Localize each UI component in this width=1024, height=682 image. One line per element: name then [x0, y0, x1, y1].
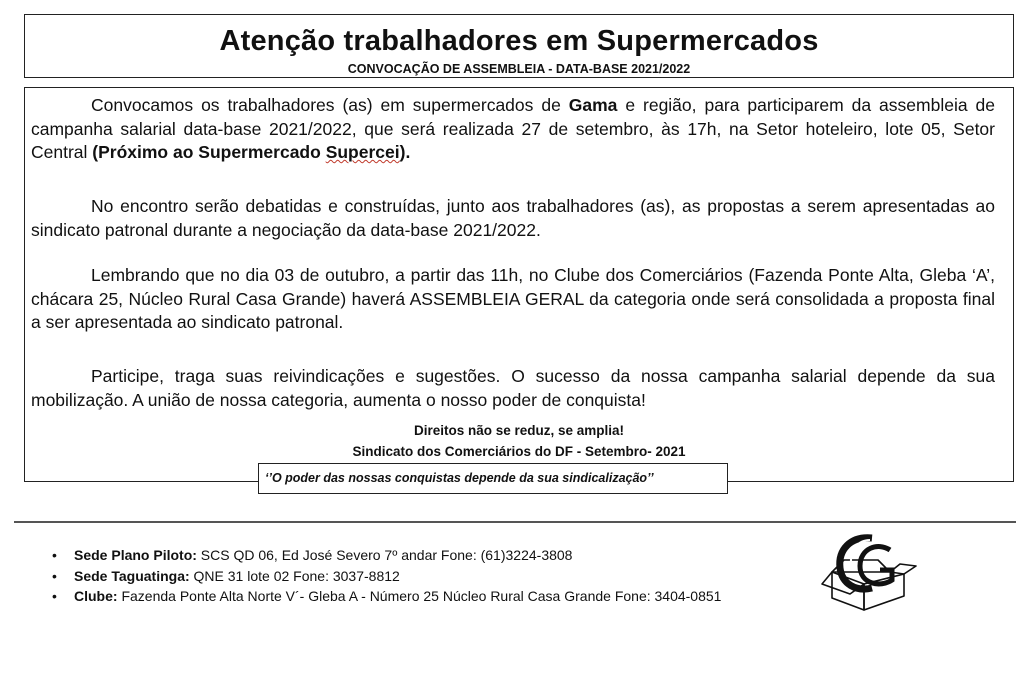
contact-value: QNE 31 lote 02 Fone: 3037-8812 — [189, 567, 400, 584]
p1-text-a: Convocamos os trabalhadores (as) em supermercados de — [91, 95, 569, 115]
contact-item-clube — [52, 586, 721, 607]
paragraph-4: Participe, traga suas reivindicações e sugestões. O sucesso da nossa campanha salarial depende da sua mobilização. A união de nossa categoria, aumenta o nosso poder de conquista! — [31, 366, 995, 410]
bullet-icon: • — [52, 547, 57, 563]
p1-bold-supercei: Supercei — [325, 142, 400, 162]
announcement-box — [24, 87, 1014, 482]
contact-label: Clube: — [74, 588, 118, 604]
page-title: Atenção trabalhadores em Supermercados — [219, 25, 819, 57]
contact-item-taguatinga — [52, 566, 721, 587]
contact-item-plano-piloto — [52, 545, 721, 566]
p1-bold-b: ). — [399, 142, 411, 162]
union-logo-icon — [820, 530, 920, 616]
header-box — [24, 14, 1014, 78]
p1-bold-a: (Próximo ao Supermercado — [92, 142, 326, 162]
p1-text-b: e região, para participarem da assembleia de campanha salarial data-base 2021/2022, que será realizada 27 de setembro, às 17h, na Setor hoteleiro, lote 05, Setor Central — [31, 95, 995, 162]
bullet-icon: • — [52, 567, 57, 584]
signature-slogan: Direitos não se reduz, se amplia! — [413, 423, 625, 438]
footer-divider — [14, 521, 1016, 523]
contacts-list — [52, 545, 721, 607]
motto-box: ‘’O poder das nossas conquistas depende da sua sindicalização’’ — [258, 463, 728, 494]
contact-label: Sede Plano Piloto: — [74, 547, 197, 563]
bullet-icon: • — [52, 588, 57, 604]
paragraph-1 — [31, 94, 995, 165]
page-subtitle: CONVOCAÇÃO DE ASSEMBLEIA - DATA-BASE 2021/2022 — [347, 62, 691, 76]
paragraph-2: No encontro serão debatidas e construídas, junto aos trabalhadores (as), as propostas a serem apresentadas ao sindicato patronal durante a negociação da data-base 2021/2022. — [31, 196, 995, 240]
paragraph-3: Lembrando que no dia 03 de outubro, a partir das 11h, no Clube dos Comerciários (Fazenda Ponte Alta, Gleba ‘A’, chácara 25, Núcleo Rural Casa Grande) haverá ASSEMBLEIA GERAL da categoria onde será consolidada a proposta final a ser apresentada ao sindicato patronal. — [31, 265, 995, 332]
p1-bold-gama: Gama — [568, 95, 618, 115]
signature-union: Sindicato dos Comerciários do DF - Setembro- 2021 — [352, 444, 686, 459]
contact-label: Sede Taguatinga: — [74, 567, 190, 584]
contact-value: SCS QD 06, Ed José Severo 7º andar Fone: (61)3224-3808 — [196, 547, 573, 563]
contact-value: Fazenda Ponte Alta Norte V´- Gleba A - Número 25 Núcleo Rural Casa Grande Fone: 3404-0851 — [117, 588, 722, 604]
